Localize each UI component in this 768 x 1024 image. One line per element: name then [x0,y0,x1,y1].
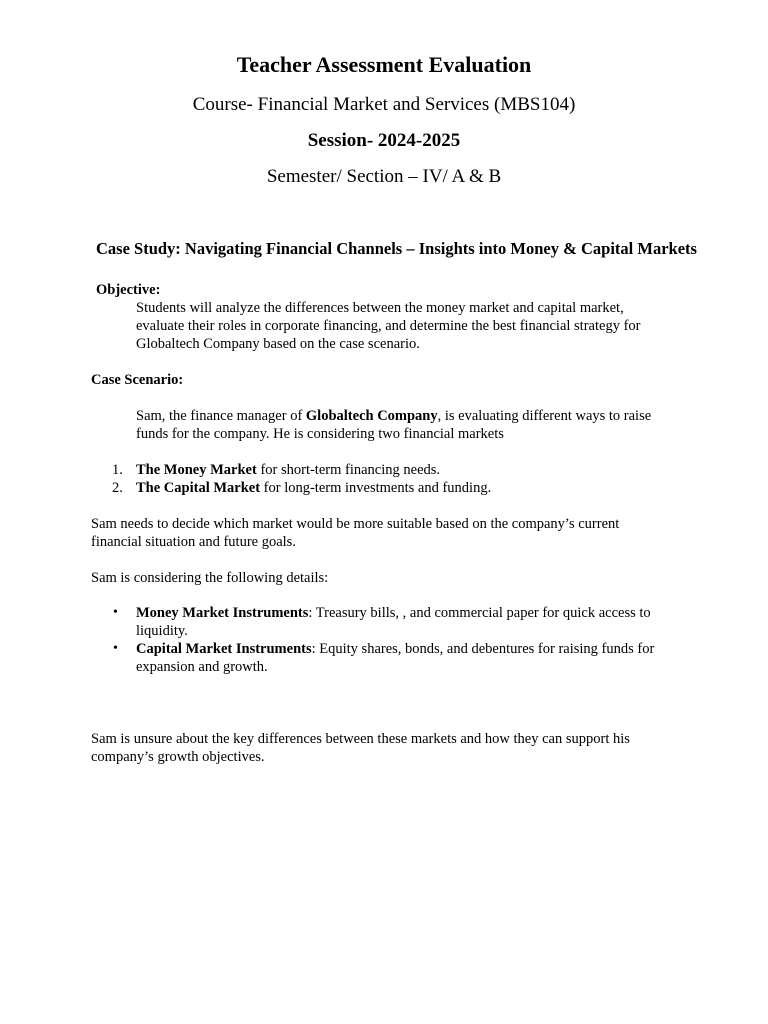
semester-line: Semester/ Section – IV/ A & B [266,166,502,187]
decision-line-1: Sam needs to decide which market would be more suitable based on the company’s current [91,516,620,532]
list-item-text: for short-term financing needs. [256,462,441,478]
list-item-money-market [136,461,440,479]
details-intro: Sam is considering the following details: [91,570,329,586]
conclusion-line-2: company’s growth objectives. [91,749,265,765]
bullet-item-capital-market-line-2: expansion and growth. [136,659,268,675]
bullet-item-text: : Equity shares, bonds, and debentures for raising funds for [311,641,655,657]
course-line: Course- Financial Market and Services (MBS104) [192,94,576,115]
list-number-1: 1. [112,462,123,478]
scenario-intro-suffix: , is evaluating different ways to raise [437,408,652,424]
objective-line-1: Students will analyze the differences between the money market and capital market, [136,300,624,316]
case-study-title: Case Study: Navigating Financial Channels – Insights into Money & Capital Markets [96,239,697,258]
objective-line-3: Globaltech Company based on the case scenario. [136,336,420,352]
scenario-intro-line-2: funds for the company. He is considering two financial markets [136,426,504,442]
bullet-icon: • [113,641,118,656]
bullet-item-bold: Capital Market Instruments [136,641,312,657]
list-item-capital-market [136,479,491,497]
page-title: Teacher Assessment Evaluation [236,52,532,77]
scenario-intro-line-1 [136,407,651,425]
objective-line-2: evaluate their roles in corporate financing, and determine the best financial strategy for [136,318,641,334]
objective-label: Objective: [96,282,161,298]
bullet-item-money-market-line-2: liquidity. [136,623,188,639]
list-number-2: 2. [112,480,123,496]
bullet-item-capital-market [136,640,654,658]
list-item-text: for long-term investments and funding. [260,480,492,496]
conclusion-line-1: Sam is unsure about the key differences between these markets and how they can support his [91,731,630,747]
session-line: Session- 2024-2025 [307,130,461,151]
case-scenario-label: Case Scenario: [91,372,184,388]
list-item-bold: The Money Market [136,462,257,478]
bullet-item-bold: Money Market Instruments [136,605,309,621]
bullet-icon: • [113,605,118,620]
bullet-item-text: : Treasury bills, , and commercial paper for quick access to [308,605,651,621]
decision-line-2: financial situation and future goals. [91,534,296,550]
list-item-bold: The Capital Market [136,480,261,496]
bullet-item-money-market [136,604,651,622]
scenario-intro-prefix: Sam, the finance manager of [136,408,306,424]
company-name: Globaltech Company [305,408,438,424]
